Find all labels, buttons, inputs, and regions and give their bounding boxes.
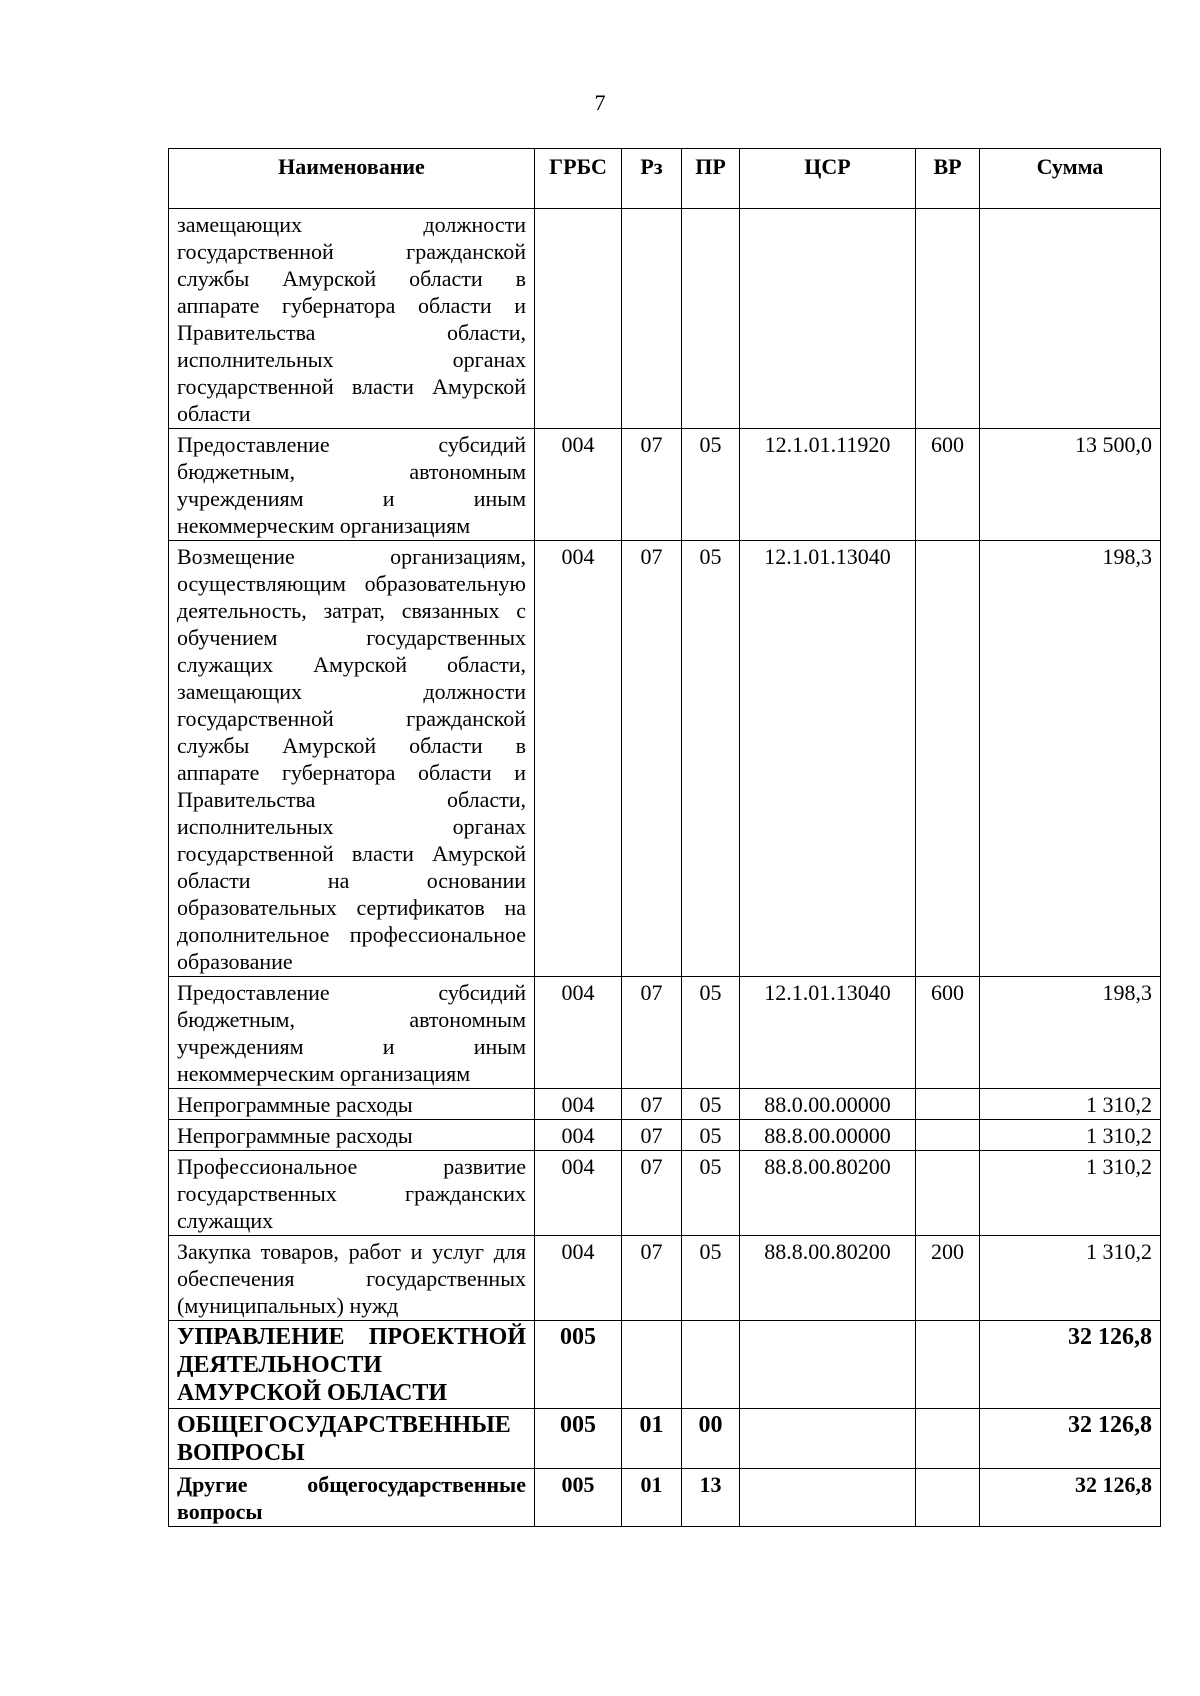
cell-rz [622, 209, 682, 429]
cell-name: замещающих должности государственной гражданской службы Амурской области в аппарате губернатора области и Правительства области, исполнительных органах государственной власти Амурской области [169, 209, 535, 429]
cell-pr: 05 [682, 1151, 740, 1236]
cell-name: ОБЩЕГОСУДАРСТВЕННЫЕ ВОПРОСЫ [169, 1409, 535, 1469]
cell-sum: 32 126,8 [980, 1321, 1161, 1409]
cell-grbs: 004 [535, 977, 622, 1089]
cell-grbs: 004 [535, 1151, 622, 1236]
cell-csr: 12.1.01.13040 [740, 977, 916, 1089]
table-header-row [169, 149, 1161, 209]
budget-table [168, 148, 1161, 1527]
cell-pr [682, 1321, 740, 1409]
cell-rz: 01 [622, 1409, 682, 1469]
cell-vr [916, 541, 980, 977]
cell-vr: 200 [916, 1236, 980, 1321]
cell-sum: 32 126,8 [980, 1409, 1161, 1469]
cell-name: Непрограммные расходы [169, 1120, 535, 1151]
cell-grbs [535, 209, 622, 429]
cell-grbs: 005 [535, 1321, 622, 1409]
cell-vr [916, 1089, 980, 1120]
cell-vr [916, 1409, 980, 1469]
cell-sum: 1 310,2 [980, 1151, 1161, 1236]
table-row [169, 1089, 1161, 1120]
table-row [169, 1321, 1161, 1409]
cell-rz: 07 [622, 1151, 682, 1236]
table-body [169, 209, 1161, 1527]
cell-vr: 600 [916, 977, 980, 1089]
cell-name: Профессиональное развитие государственных гражданских служащих [169, 1151, 535, 1236]
header-vr: ВР [916, 149, 980, 209]
cell-vr [916, 209, 980, 429]
cell-rz: 07 [622, 1089, 682, 1120]
cell-pr: 05 [682, 1089, 740, 1120]
cell-csr: 12.1.01.11920 [740, 429, 916, 541]
cell-name: Предоставление субсидий бюджетным, автономным учреждениям и иным некоммерческим организациям [169, 977, 535, 1089]
cell-sum: 1 310,2 [980, 1089, 1161, 1120]
cell-vr: 600 [916, 429, 980, 541]
cell-pr: 05 [682, 1236, 740, 1321]
cell-csr: 88.8.00.00000 [740, 1120, 916, 1151]
cell-pr: 05 [682, 541, 740, 977]
cell-sum: 1 310,2 [980, 1120, 1161, 1151]
table-row [169, 1236, 1161, 1321]
cell-grbs: 004 [535, 1089, 622, 1120]
cell-vr [916, 1321, 980, 1409]
cell-csr: 88.0.00.00000 [740, 1089, 916, 1120]
cell-csr [740, 1409, 916, 1469]
cell-vr [916, 1151, 980, 1236]
cell-csr: 88.8.00.80200 [740, 1151, 916, 1236]
cell-grbs: 005 [535, 1409, 622, 1469]
table-row [169, 209, 1161, 429]
header-rz: Рз [622, 149, 682, 209]
cell-csr: 88.8.00.80200 [740, 1236, 916, 1321]
cell-name: Предоставление субсидий бюджетным, автономным учреждениям и иным некоммерческим организациям [169, 429, 535, 541]
cell-csr [740, 209, 916, 429]
cell-vr [916, 1120, 980, 1151]
cell-grbs: 004 [535, 1120, 622, 1151]
header-name: Наименование [169, 149, 535, 209]
table-row [169, 1469, 1161, 1527]
cell-rz: 07 [622, 541, 682, 977]
cell-grbs: 005 [535, 1469, 622, 1527]
cell-pr [682, 209, 740, 429]
cell-sum: 1 310,2 [980, 1236, 1161, 1321]
cell-name: Возмещение организациям, осуществляющим образовательную деятельность, затрат, связанных с обучением государственных служащих Амурской области, замещающих должности государственной гражданской службы Амурской области в аппарате губернатора области и Правительства области, исполнительных органах государственной власти Амурской области на основании образовательных сертификатов на дополнительное профессиональное образование [169, 541, 535, 977]
cell-pr: 05 [682, 1120, 740, 1151]
cell-sum: 198,3 [980, 541, 1161, 977]
table-row [169, 977, 1161, 1089]
cell-rz: 01 [622, 1469, 682, 1527]
table-row [169, 541, 1161, 977]
cell-pr: 00 [682, 1409, 740, 1469]
table-row [169, 1409, 1161, 1469]
cell-csr [740, 1321, 916, 1409]
cell-name: Непрограммные расходы [169, 1089, 535, 1120]
cell-pr: 13 [682, 1469, 740, 1527]
cell-name: Другие общегосударственные вопросы [169, 1469, 535, 1527]
cell-sum: 13 500,0 [980, 429, 1161, 541]
cell-csr: 12.1.01.13040 [740, 541, 916, 977]
cell-rz [622, 1321, 682, 1409]
cell-grbs: 004 [535, 541, 622, 977]
cell-sum [980, 209, 1161, 429]
header-grbs: ГРБС [535, 149, 622, 209]
cell-sum: 32 126,8 [980, 1469, 1161, 1527]
cell-pr: 05 [682, 429, 740, 541]
cell-name: УПРАВЛЕНИЕ ПРОЕКТНОЙ ДЕЯТЕЛЬНОСТИ АМУРСКОЙ ОБЛАСТИ [169, 1321, 535, 1409]
table-row [169, 1151, 1161, 1236]
cell-pr: 05 [682, 977, 740, 1089]
cell-rz: 07 [622, 1120, 682, 1151]
header-sum: Сумма [980, 149, 1161, 209]
table-row [169, 1120, 1161, 1151]
cell-rz: 07 [622, 429, 682, 541]
cell-grbs: 004 [535, 429, 622, 541]
header-pr: ПР [682, 149, 740, 209]
page-number: 7 [594, 90, 606, 115]
header-csr: ЦСР [740, 149, 916, 209]
cell-vr [916, 1469, 980, 1527]
cell-rz: 07 [622, 1236, 682, 1321]
cell-grbs: 004 [535, 1236, 622, 1321]
table-row [169, 429, 1161, 541]
cell-sum: 198,3 [980, 977, 1161, 1089]
cell-csr [740, 1469, 916, 1527]
cell-rz: 07 [622, 977, 682, 1089]
cell-name: Закупка товаров, работ и услуг для обеспечения государственных (муниципальных) нужд [169, 1236, 535, 1321]
